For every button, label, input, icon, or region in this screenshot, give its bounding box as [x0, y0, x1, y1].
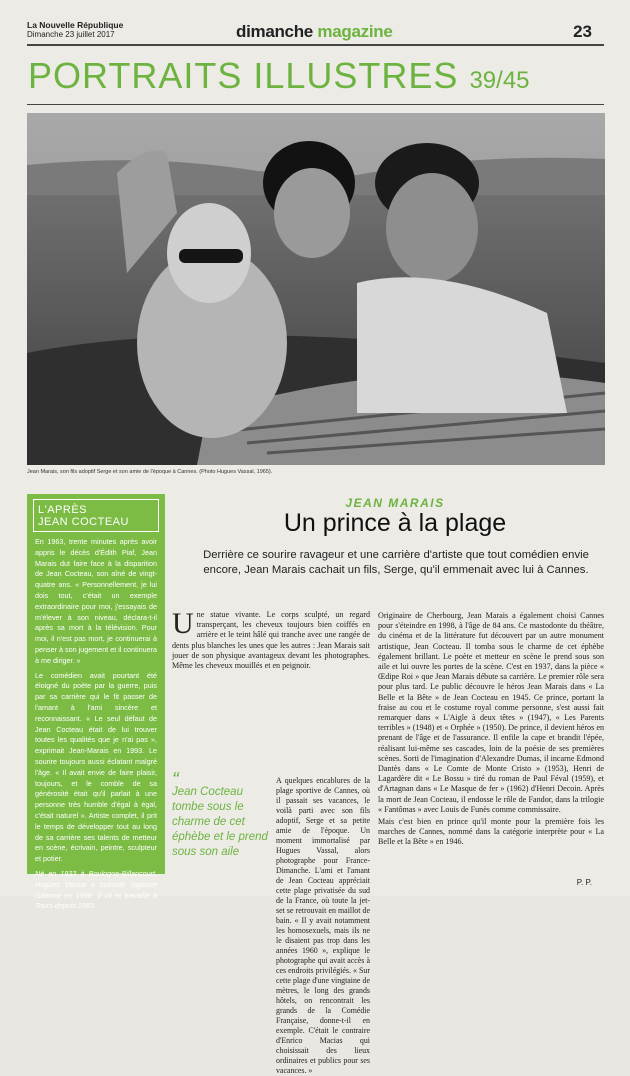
publication-info — [27, 21, 123, 39]
author-signature: P. P. — [576, 878, 592, 887]
caption-credit: (Photo Hugues Vassal, 1965). — [199, 469, 273, 475]
paragraph: Originaire de Cherbourg, Jean Marais a également choisi Cannes pour s'éteindre en 1998, à l'âge de 84 ans. Ce mastodonte du théâtre, du cinéma et de la littérature fut découvert par un autre monument artistique, Jean Cocteau. Il tomba sous le charme de cet éphèbe également brillant. Le poète et metteur en scène le prend sous son aile et lui ouvre les portes de la scène. C'est en 1937, dans la pièce « Œdipe Roi » que Jean Marais débute sa carrière. Le premier rôle sera pour plus tard. Le public découvre le héros Jean Marais dans « La Belle et la Bête » de Jean Cocteau en 1945. Ce prince, portant la fraise au cou et le costume royal comme personne, s'est aussi fait remarquer dans « L'Aigle à deux têtes » (1947), « Les Parents terribles » (1948) et « Orphée » (1950). De prince, il devient héros en prenant de l'âge et de l'assurance. Il enfile la cape et brandit l'épée, réalisant lui-même ses cascades, loin de la poésie de ses premières scènes. Sorti de l'imagination d'Alexandre Dumas, il incarne Edmond Dantès dans « Le Comte de Monte Cristo » (1953), Henri de Lagardère dit « Le Bossu » tiré du roman de Paul Féval (1959), et d'Artagnan dans « Le Masque de fer » (1962) d'Henri Decoin. Après la mort de Jean Cocteau, il endosse le rôle de Fandor, dans la trilogie « Fantômas » avec Louis de Funès comme commissaire. — [378, 611, 604, 814]
article-kicker: JEAN MARAIS — [345, 496, 445, 510]
pull-quote — [172, 769, 270, 860]
article-column-1-continued — [276, 776, 370, 1075]
article-lead: Derrière ce sourire ravageur et une carrière d'artiste que tout comédien envie encore, Jean Marais cachait un fils, Serge, qu'il emmenait avec lui à Cannes. — [203, 549, 589, 576]
sidebar-heading-line2: JEAN COCTEAU — [38, 516, 129, 528]
series-number: 39/45 — [469, 67, 530, 94]
publication-name: La Nouvelle République — [27, 20, 124, 30]
page-number: 23 — [573, 22, 592, 41]
series-title — [28, 55, 530, 99]
section-name-part2: magazine — [317, 22, 393, 41]
quote-mark-icon: “ — [172, 769, 179, 791]
sidebar-paragraph: Le comédien avait pourtant été éloigné du poète par la guerre, puis par sa carrière qui le fit passer de l'amant à l'ami sincère et reconnaissant. « Le seul défaut de Jean Cocteau était de lui trouver toutes les qualités que je n'ai pas », exprimait Jean-Marais en 1993. Le sourire toujours aussi éclatant malgré l'âge. « Il avait envie de faire plaisir, toujours, et le comble de sa générosité était qu'il parlait à une personne très humble d'égal à égal, c'était naturel ». Artiste complet, il prit le temps de développer tout au long de sa carrière ses talents de metteur en scène, écrivain, peintre, sculpteur et potier. — [35, 670, 157, 864]
pull-quote-text: Jean Cocteau tombe sous le charme de cet éphèbe et le prend sous son aile — [172, 786, 268, 858]
sidebar-heading — [33, 499, 159, 532]
title-rule — [27, 104, 604, 105]
section-name — [236, 22, 392, 42]
caption-text: Jean Marais, son fils adoptif Serge et son amie de l'époque à Cannes. — [27, 469, 198, 475]
paragraph: Mais c'est bien en prince qu'il monte pour la première fois les marches de Cannes, nommé dans la catégorie interprète pour « La Belle et la Bête » en 1946. — [378, 817, 604, 847]
paragraph-text: ne statue vivante. Le corps sculpté, un regard transperçant, les cheveux toujours bien coiffés en arrière et le teint hâlé qui tranche avec une rangée de dents plus blanches les unes que les autres : Jean Marais sait jouer de son physique avantageux devant les photographes. Même les cheveux mouillés et en peignoir. — [172, 610, 370, 671]
header-rule — [27, 44, 604, 46]
page-header — [0, 0, 630, 52]
article-column-2 — [378, 611, 604, 876]
paragraph — [172, 607, 370, 671]
sidebar-heading-line1: L'APRÈS — [38, 504, 88, 516]
paragraph: A quelques encablures de la plage sportive de Cannes, où il passait ses vacances, le voilà parti avec son fils adoptif, Serge et sa petite amie de l'époque. Un moment immortalisé par Hugues Vassal, alors photographe pour France-Dimanche. L'ami et l'amant de Jean Cocteau appréciait cette plage privatisée du sud de la France, où toute la jet-set se retrouvait en maillot de bain. « Il y avait notamment les homosexuels, mais ils ne le disaient pas trop dans les années 1960 », explique le photographe qui avait accès à ces endroits privilégiés. « Sur cette plage d'une vingtaine de mètres, le long des grands hôtels, on rencontrait les grands de la Comédie Française, donne-t-il en exemple. C'était le contraire d'Enrico Macias qui choisissait des lieux ordinaires et publics pour ses vacances. » — [276, 776, 370, 1075]
series-title-text: PORTRAITS ILLUSTRES — [28, 55, 459, 96]
beach-photograph — [27, 113, 605, 465]
publication-date: Dimanche 23 juillet 2017 — [27, 30, 115, 39]
sidebar-paragraph: Né en 1933 à Boulogne-Billancourt, Hugues Vassal a cofondé l'agence Gamma en 1966. Il vit et travaille à Tours depuis 1983. — [35, 868, 157, 911]
section-name-part1: dimanche — [236, 22, 313, 41]
sidebar-text — [27, 532, 165, 912]
drop-cap: U — [172, 607, 194, 640]
sidebar-paragraph: En 1963, trente minutes après avoir appris le décès d'Édith Piaf, Jean Marais dut faire face à la disparition de Jean Cocteau, son aîné de vingt-quatre ans. « Personnellement, je lui dois tout, c'était un exemple extraordinaire pour moi, j'essayais de m'élever à son niveau, déclara-t-il après sa mort à la télévision. Pour moi, il n'est pas mort, je continuerai à penser à son jugement et il continuera à me diriger. » — [35, 537, 157, 665]
photo-caption — [27, 469, 272, 475]
article-headline: Un prince à la plage — [283, 509, 507, 537]
sidebar-box — [27, 494, 165, 911]
article-column-1 — [172, 607, 370, 775]
